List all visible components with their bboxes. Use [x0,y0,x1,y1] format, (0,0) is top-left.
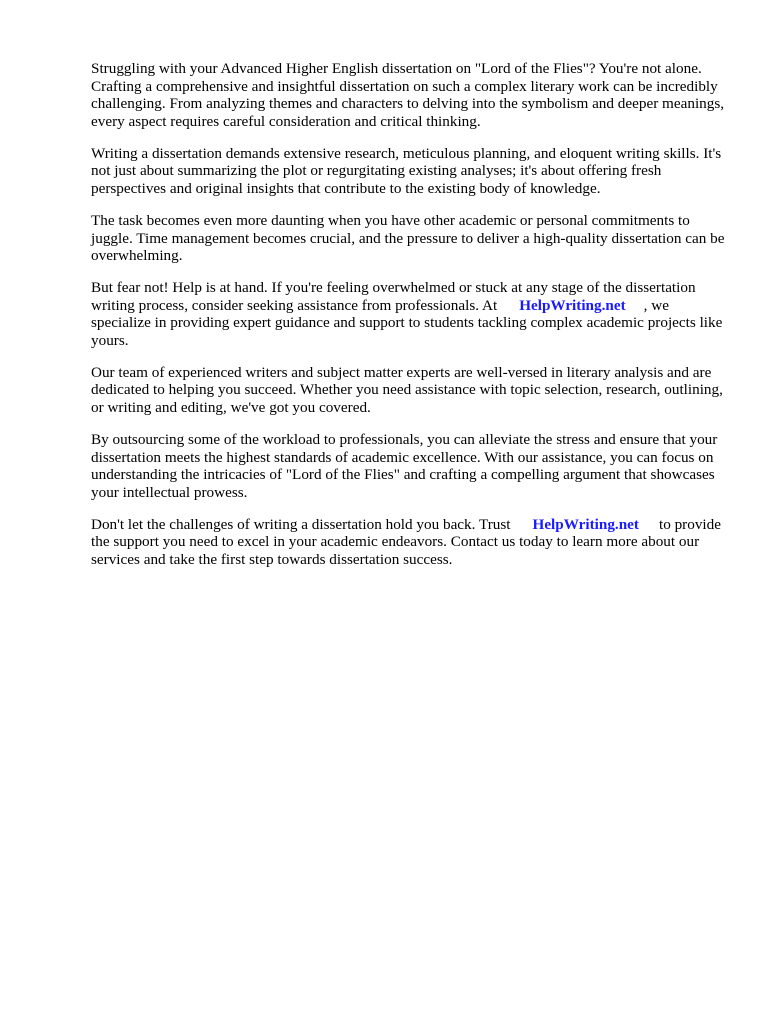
paragraph-outsourcing: By outsourcing some of the workload to professionals, you can alleviate the stress and ensure that your dissertation meets the highest standards of academic excellence. With our assistance, you can focus on understanding the intricacies of "Lord of the Flies" and crafting a compelling argument that showcases your intellectual prowess. [91,431,718,501]
helpwriting-link[interactable]: HelpWriting.net [519,296,626,314]
paragraph-intro: Struggling with your Advanced Higher English dissertation on "Lord of the Flies"? You're not alone. Crafting a comprehensive and insightful dissertation on such a complex literary work can be incredibly challenging. From analyzing themes and characters to delving into the symbolism and deeper meanings, every aspect requires careful consideration and critical thinking. [91,60,725,130]
paragraph-research: Writing a dissertation demands extensive research, meticulous planning, and eloquent writing skills. It's not just about summarizing the plot or regurgitating existing analyses; it's about offering fresh perspectives and original insights that contribute to the existing body of knowledge. [91,144,722,197]
paragraph-help-text-after: , we specialize in providing expert guidance and support to students tackling complex academic projects like yours. [91,296,723,349]
helpwriting-link-closing[interactable]: HelpWriting.net [532,515,639,533]
document-body [91,60,731,583]
paragraph-closing [91,516,731,569]
paragraph-closing-text-before: Don't let the challenges of writing a dissertation hold you back. Trust [91,515,511,533]
paragraph-help [91,279,731,349]
paragraph-commitments: The task becomes even more daunting when you have other academic or personal commitments to juggle. Time management becomes crucial, and the pressure to deliver a high-quality dissertation can be overwhelming. [91,211,725,265]
paragraph-help-text-before: But fear not! Help is at hand. If you're feeling overwhelmed or stuck at any stage of the dissertation writing process, consider seeking assistance from professionals. At [91,279,696,314]
paragraph-closing-text-after: to provide the support you need to excel in your academic endeavors. Contact us today to learn more about our services and take the first step towards dissertation success. [91,515,721,568]
paragraph-team: Our team of experienced writers and subject matter experts are well-versed in literary analysis and are dedicated to helping you succeed. Whether you need assistance with topic selection, research, outlining, or writing and editing, we've got you covered. [91,363,723,417]
